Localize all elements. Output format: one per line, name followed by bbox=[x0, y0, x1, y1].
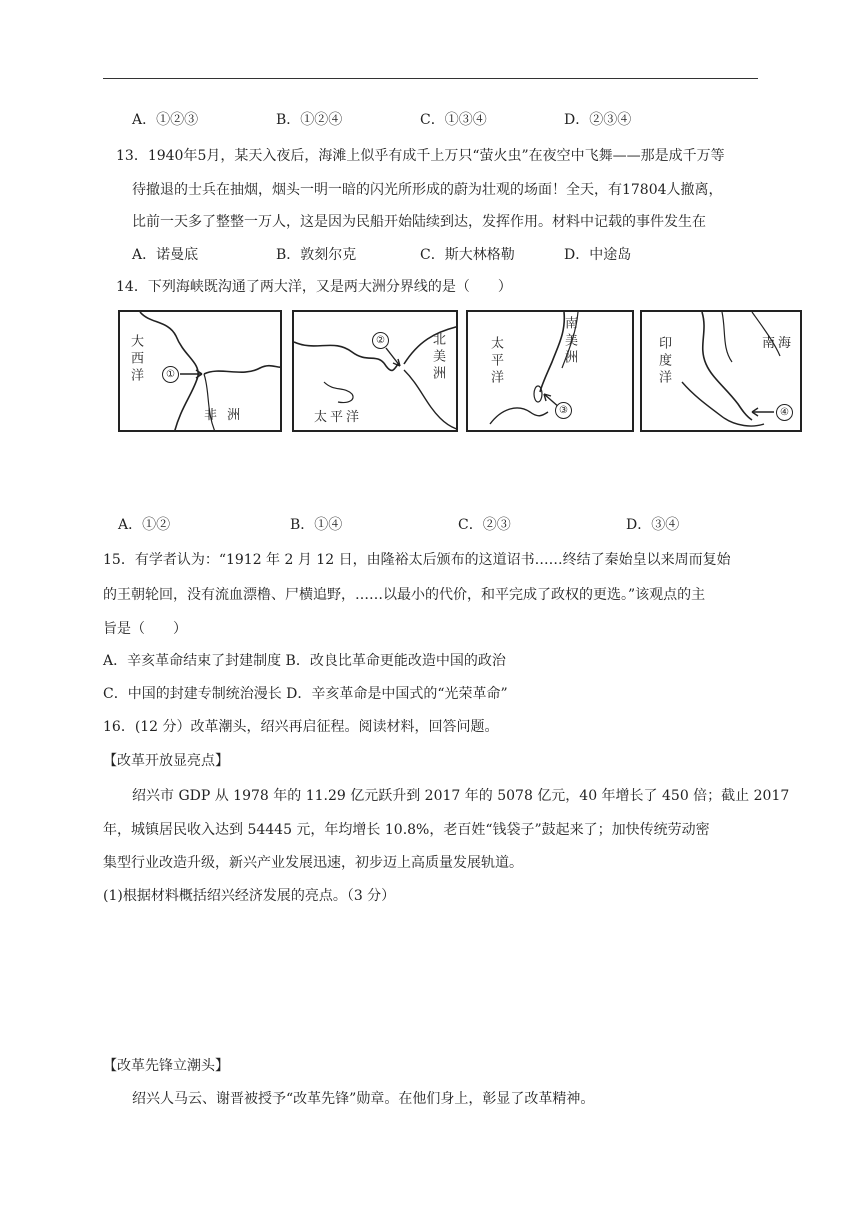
q13-option-a: A．诺曼底 bbox=[132, 247, 199, 263]
q15-option-ab: A．辛亥革命结束了封建制度 B．改良比革命更能改造中国的政治 bbox=[103, 653, 506, 669]
q13-line-3: 比前一天多了整整一万人，这是因为民船开始陆续到达，发挥作用。材料中记载的事件发生在 bbox=[132, 214, 706, 230]
q12-option-a: A．①②③ bbox=[132, 112, 199, 128]
strait-maps bbox=[118, 310, 802, 436]
map1-label-ocean: 大西洋 bbox=[128, 334, 143, 385]
q16-section1-title: 【改革开放显亮点】 bbox=[103, 753, 229, 769]
q16-section1-line-2: 年，城镇居民收入达到 54445 元，年均增长 10.8%，老百姓“钱袋子”鼓起来了；加快传统劳动密 bbox=[103, 822, 710, 838]
map2-label-continent: 北美洲 bbox=[430, 332, 445, 383]
q12-option-b: B．①②④ bbox=[276, 112, 343, 128]
map3-label-continent: 南美洲 bbox=[562, 316, 577, 367]
header-rule bbox=[103, 78, 758, 79]
strait-map-2 bbox=[292, 310, 458, 432]
q13-option-c: C．斯大林格勒 bbox=[420, 247, 515, 263]
strait-map-3 bbox=[466, 310, 634, 432]
q16-subquestion-1: (1)根据材料概括绍兴经济发展的亮点。（3 分） bbox=[103, 888, 396, 904]
q13-line-2: 待撤退的士兵在抽烟，烟头一明一暗的闪光所形成的蔚为壮观的场面！全天，有17804人撤离， bbox=[132, 182, 723, 198]
q14-option-a: A．①② bbox=[118, 517, 171, 533]
marker-4: ④ bbox=[776, 404, 793, 421]
q13-option-b: B．敦刻尔克 bbox=[276, 247, 357, 263]
strait-map-1 bbox=[118, 310, 282, 432]
map2-label-ocean: 太平洋 bbox=[314, 410, 363, 425]
marker-3: ③ bbox=[555, 402, 572, 419]
q16-section1-line-3: 集型行业改造升级，新兴产业发展迅速，初步迈上高质量发展轨道。 bbox=[103, 855, 523, 871]
q15-line-1: 15．有学者认为：“1912 年 2 月 12 日，由隆裕太后颁布的这道诏书……终结了秦始皇以来周而复始 bbox=[103, 552, 731, 568]
strait-map-4 bbox=[640, 310, 802, 432]
q12-option-d: D．②③④ bbox=[564, 112, 632, 128]
q13-line-1: 13．1940年5月，某天入夜后，海滩上似乎有成千上万只“萤火虫”在夜空中飞舞——那是成千万等 bbox=[116, 148, 725, 164]
q16-section1-line-1: 绍兴市 GDP 从 1978 年的 11.29 亿元跃升到 2017 年的 5078 亿元，40 年增长了 450 倍；截止 2017 bbox=[132, 788, 790, 804]
q15-line-2: 的王朝轮回，没有流血漂橹、尸横追野，……以最小的代价，和平完成了政权的更选。”该观点的主 bbox=[103, 587, 706, 603]
q16-section2-line: 绍兴人马云、谢晋被授予“改革先锋”勋章。在他们身上，彰显了改革精神。 bbox=[132, 1091, 595, 1107]
q14-stem: 14．下列海峡既沟通了两大洋，又是两大洲分界线的是（ ） bbox=[116, 279, 512, 295]
q15-line-3: 旨是（ ） bbox=[103, 621, 187, 637]
map4-label-sea: 南海 bbox=[762, 336, 795, 351]
q14-option-d: D．③④ bbox=[626, 517, 680, 533]
q12-option-c: C．①③④ bbox=[420, 112, 487, 128]
q16-stem: 16．(12 分）改革潮头，绍兴再启征程。阅读材料，回答问题。 bbox=[103, 719, 499, 735]
q15-option-cd: C．中国的封建专制统治漫长 D．辛亥革命是中国式的“光荣革命” bbox=[103, 686, 508, 702]
q16-section2-title: 【改革先锋立潮头】 bbox=[103, 1058, 229, 1074]
map4-label-ocean: 印度洋 bbox=[656, 336, 671, 387]
map3-label-ocean: 太平洋 bbox=[488, 336, 503, 387]
marker-2: ② bbox=[372, 332, 389, 349]
q13-option-d: D．中途岛 bbox=[564, 247, 632, 263]
marker-1: ① bbox=[162, 366, 179, 383]
q14-option-c: C．②③ bbox=[458, 517, 511, 533]
strait-map-1-drawing bbox=[120, 312, 282, 432]
map1-label-continent: 非 洲 bbox=[204, 408, 244, 423]
q14-option-b: B．①④ bbox=[290, 517, 343, 533]
